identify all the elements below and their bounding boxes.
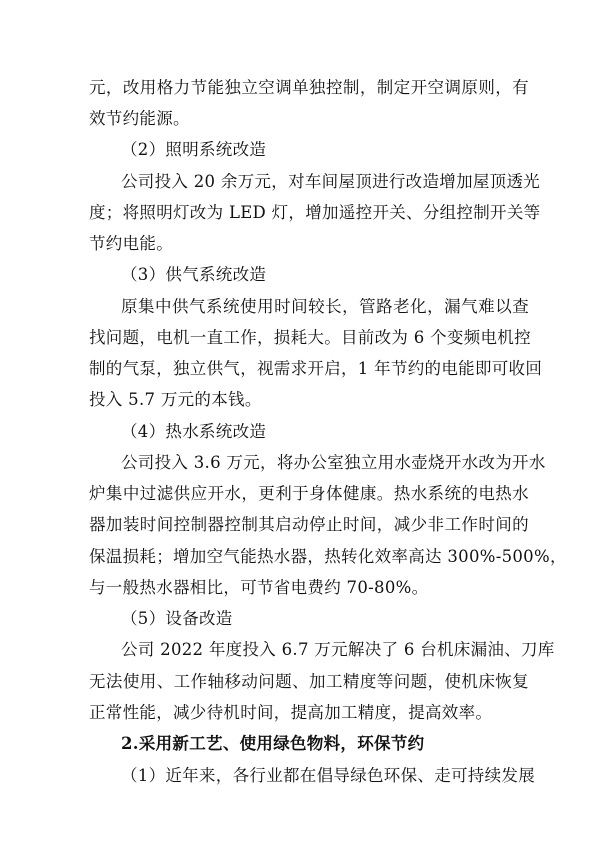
paragraph-line: 元，改用格力节能独立空调单独控制，制定开空调原则，有 [89, 78, 529, 97]
paragraph-line: 炉集中过滤供应开水，更利于身体健康。热水系统的电热水 [89, 484, 529, 503]
section-heading: （4）热水系统改造 [121, 422, 267, 441]
section-heading-bold: 2.采用新工艺、使用绿色物料，环保节约 [121, 734, 425, 753]
paragraph-line: 投入 5.7 万元的本钱。 [89, 390, 262, 409]
paragraph-line: 器加装时间控制器控制其启动停止时间，减少非工作时间的 [89, 515, 529, 534]
paragraph-line: 节约电能。 [89, 234, 173, 253]
paragraph-line: （1）近年来，各行业都在倡导绿色环保、走可持续发展 [121, 766, 535, 785]
paragraph-line: 制的气泵，独立供气，视需求开启，1 年节约的电能即可收回 [89, 359, 543, 378]
paragraph-line: 保温损耗；增加空气能热水器，热转化效率高达 300%-500%， [89, 547, 567, 566]
section-heading: （2）照明系统改造 [121, 140, 267, 159]
paragraph-line: 正常性能，减少待机时间，提高加工精度，提高效率。 [89, 703, 493, 722]
paragraph-line: 效节约能源。 [89, 109, 190, 128]
paragraph-line: 公司 2022 年度投入 6.7 万元解决了 6 台机床漏油、刀库 [121, 640, 555, 659]
paragraph-line: 与一般热水器相比，可节省电费约 70-80%。 [89, 578, 429, 597]
paragraph-line: 找问题，电机一直工作，损耗大。目前改为 6 个变频电机控 [89, 328, 531, 347]
paragraph-line: 公司投入 20 余万元，对车间屋顶进行改造增加屋顶透光 [121, 172, 541, 191]
paragraph-line: 无法使用、工作轴移动问题、加工精度等问题，使机床恢复 [89, 672, 529, 691]
section-heading: （5）设备改造 [121, 609, 233, 628]
paragraph-line: 原集中供气系统使用时间较长，管路老化，漏气难以查 [121, 297, 529, 316]
section-heading: （3）供气系统改造 [121, 265, 267, 284]
paragraph-line: 公司投入 3.6 万元，将办公室独立用水壶烧开水改为开水 [121, 453, 546, 472]
paragraph-line: 度；将照明灯改为 LED 灯，增加遥控开关、分组控制开关等 [89, 203, 541, 222]
